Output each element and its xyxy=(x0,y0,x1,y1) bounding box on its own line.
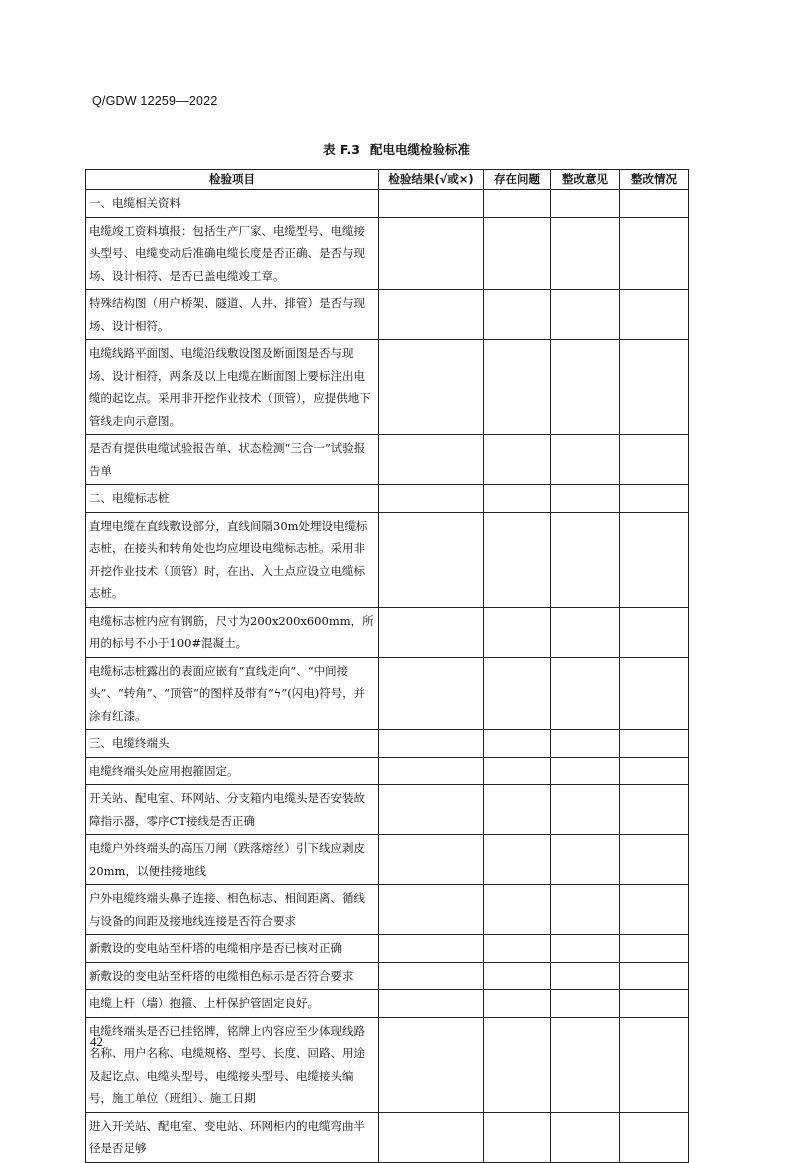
table-body xyxy=(86,190,689,1163)
rectification-status-cell[interactable] xyxy=(620,935,689,963)
inspection-item: 特殊结构图（用户桥架、隧道、人井、排管）是否与现场、设计相符。 xyxy=(86,290,379,340)
result-cell[interactable] xyxy=(379,1112,484,1162)
rectification-status-cell[interactable] xyxy=(620,435,689,485)
table-row xyxy=(86,512,689,607)
problem-cell[interactable] xyxy=(484,885,551,935)
section-row xyxy=(86,190,689,218)
rectification-status-cell[interactable] xyxy=(620,962,689,990)
rectification-status-cell[interactable] xyxy=(620,835,689,885)
document-code: Q/GDW 12259—2022 xyxy=(92,94,218,108)
result-cell[interactable] xyxy=(379,757,484,785)
table-row xyxy=(86,217,689,290)
rectification-opinion-cell[interactable] xyxy=(551,485,620,513)
result-cell[interactable] xyxy=(379,835,484,885)
rectification-status-cell[interactable] xyxy=(620,190,689,218)
table-row xyxy=(86,757,689,785)
table-row xyxy=(86,885,689,935)
result-cell[interactable] xyxy=(379,730,484,758)
result-cell[interactable] xyxy=(379,435,484,485)
problem-cell[interactable] xyxy=(484,757,551,785)
table-row xyxy=(86,607,689,657)
table-row xyxy=(86,290,689,340)
column-header-result: 检验结果(√或×) xyxy=(379,170,484,190)
column-header-rectification-opinion: 整改意见 xyxy=(551,170,620,190)
rectification-opinion-cell[interactable] xyxy=(551,1112,620,1162)
inspection-item: 新敷设的变电站至杆塔的电缆相色标示是否符合要求 xyxy=(86,962,379,990)
table-row xyxy=(86,1017,689,1112)
result-cell[interactable] xyxy=(379,785,484,835)
inspection-item: 是否有提供电缆试验报告单、状态检测“三合一”试验报告单 xyxy=(86,435,379,485)
column-header-problem: 存在问题 xyxy=(484,170,551,190)
rectification-opinion-cell[interactable] xyxy=(551,785,620,835)
table-title: 配电电缆检验标准 xyxy=(369,142,470,157)
rectification-status-cell[interactable] xyxy=(620,485,689,513)
result-cell[interactable] xyxy=(379,217,484,290)
table-row xyxy=(86,962,689,990)
section-heading: 三、电缆终端头 xyxy=(86,730,379,758)
result-cell[interactable] xyxy=(379,990,484,1018)
inspection-item: 电缆标志桩内应有钢筋，尺寸为200x200x600mm，所用的标号不小于100#混凝土。 xyxy=(86,607,379,657)
table-number: 表 F.3 xyxy=(322,142,360,157)
problem-cell[interactable] xyxy=(484,657,551,730)
section-row xyxy=(86,730,689,758)
problem-cell[interactable] xyxy=(484,290,551,340)
rectification-status-cell[interactable] xyxy=(620,730,689,758)
inspection-item: 开关站、配电室、环网站、分支箱内电缆头是否安装故障指示器，零序CT接线是否正确 xyxy=(86,785,379,835)
rectification-opinion-cell[interactable] xyxy=(551,217,620,290)
section-heading: 二、电缆标志桩 xyxy=(86,485,379,513)
rectification-status-cell[interactable] xyxy=(620,990,689,1018)
rectification-status-cell[interactable] xyxy=(620,217,689,290)
table-row xyxy=(86,657,689,730)
table-row xyxy=(86,935,689,963)
rectification-opinion-cell[interactable] xyxy=(551,512,620,607)
rectification-status-cell[interactable] xyxy=(620,1112,689,1162)
inspection-item: 电缆标志桩露出的表面应嵌有“直线走向”、“中间接头”、“转角”、“顶管”的图样及带有“ϟ”(闪电)符号，并涂有红漆。 xyxy=(86,657,379,730)
problem-cell[interactable] xyxy=(484,990,551,1018)
table-caption xyxy=(0,140,793,158)
problem-cell[interactable] xyxy=(484,835,551,885)
rectification-status-cell[interactable] xyxy=(620,512,689,607)
result-cell[interactable] xyxy=(379,190,484,218)
rectification-status-cell[interactable] xyxy=(620,657,689,730)
table-row xyxy=(86,835,689,885)
inspection-item: 新敷设的变电站至杆塔的电缆相序是否已核对正确 xyxy=(86,935,379,963)
problem-cell[interactable] xyxy=(484,340,551,435)
result-cell[interactable] xyxy=(379,290,484,340)
problem-cell[interactable] xyxy=(484,512,551,607)
rectification-opinion-cell[interactable] xyxy=(551,435,620,485)
inspection-item: 电缆线路平面图、电缆沿线敷设图及断面图是否与现场、设计相符，两条及以上电缆在断面图上要标注出电缆的起讫点。采用非开挖作业技术（顶管），应提供地下管线走向示意图。 xyxy=(86,340,379,435)
inspection-item: 户外电缆终端头鼻子连接、相色标志、相间距离、循线与设备的间距及接地线连接是否符合要求 xyxy=(86,885,379,935)
rectification-status-cell[interactable] xyxy=(620,340,689,435)
rectification-opinion-cell[interactable] xyxy=(551,607,620,657)
table-row xyxy=(86,340,689,435)
result-cell[interactable] xyxy=(379,512,484,607)
inspection-standard-table xyxy=(85,169,689,1163)
table-row xyxy=(86,785,689,835)
problem-cell[interactable] xyxy=(484,485,551,513)
problem-cell[interactable] xyxy=(484,607,551,657)
rectification-opinion-cell[interactable] xyxy=(551,1017,620,1112)
table-row xyxy=(86,1112,689,1162)
rectification-opinion-cell[interactable] xyxy=(551,990,620,1018)
problem-cell[interactable] xyxy=(484,962,551,990)
problem-cell[interactable] xyxy=(484,730,551,758)
rectification-status-cell[interactable] xyxy=(620,885,689,935)
result-cell[interactable] xyxy=(379,340,484,435)
inspection-item: 电缆竣工资料填报：包括生产厂家、电缆型号、电缆接头型号、电缆变动后准确电缆长度是否正确、是否与现场、设计相符、是否已盖电缆竣工章。 xyxy=(86,217,379,290)
problem-cell[interactable] xyxy=(484,435,551,485)
column-header-rectification-status: 整改情况 xyxy=(620,170,689,190)
problem-cell[interactable] xyxy=(484,1112,551,1162)
rectification-status-cell[interactable] xyxy=(620,290,689,340)
inspection-item: 电缆终端头是否已挂铭牌，铭牌上内容应至少体现线路名称、用户名称、电缆规格、型号、长度、回路、用途及起讫点、电缆头型号、电缆接头型号、电缆接头编号，施工单位（班组）、施工日期 xyxy=(86,1017,379,1112)
rectification-opinion-cell[interactable] xyxy=(551,290,620,340)
inspection-item: 直埋电缆在直线敷设部分，直线间隔30m处埋设电缆标志桩，在接头和转角处也均应埋设电缆标志桩。采用非开挖作业技术（顶管）时，在出、入土点应设立电缆标志桩。 xyxy=(86,512,379,607)
page-number: 42 xyxy=(90,1034,103,1049)
rectification-status-cell[interactable] xyxy=(620,1017,689,1112)
table-header-row xyxy=(86,170,689,190)
rectification-status-cell[interactable] xyxy=(620,757,689,785)
problem-cell[interactable] xyxy=(484,190,551,218)
rectification-opinion-cell[interactable] xyxy=(551,757,620,785)
problem-cell[interactable] xyxy=(484,935,551,963)
rectification-opinion-cell[interactable] xyxy=(551,190,620,218)
table-row xyxy=(86,435,689,485)
section-row xyxy=(86,485,689,513)
inspection-item: 电缆户外终端头的高压刀闸（跌落熔丝）引下线应剥皮20mm，以便挂接地线 xyxy=(86,835,379,885)
problem-cell[interactable] xyxy=(484,1017,551,1112)
result-cell[interactable] xyxy=(379,607,484,657)
rectification-opinion-cell[interactable] xyxy=(551,935,620,963)
inspection-item: 进入开关站、配电室、变电站、环网柜内的电缆弯曲半径是否足够 xyxy=(86,1112,379,1162)
result-cell[interactable] xyxy=(379,1017,484,1112)
rectification-opinion-cell[interactable] xyxy=(551,835,620,885)
rectification-opinion-cell[interactable] xyxy=(551,730,620,758)
rectification-opinion-cell[interactable] xyxy=(551,340,620,435)
result-cell[interactable] xyxy=(379,935,484,963)
rectification-status-cell[interactable] xyxy=(620,785,689,835)
rectification-opinion-cell[interactable] xyxy=(551,657,620,730)
section-heading: 一、电缆相关资料 xyxy=(86,190,379,218)
inspection-item: 电缆上杆（墙）抱箍、上杆保护管固定良好。 xyxy=(86,990,379,1018)
result-cell[interactable] xyxy=(379,885,484,935)
result-cell[interactable] xyxy=(379,485,484,513)
result-cell[interactable] xyxy=(379,962,484,990)
inspection-item: 电缆终端头处应用抱箍固定。 xyxy=(86,757,379,785)
table-row xyxy=(86,990,689,1018)
column-header-item: 检验项目 xyxy=(86,170,379,190)
problem-cell[interactable] xyxy=(484,217,551,290)
problem-cell[interactable] xyxy=(484,785,551,835)
rectification-opinion-cell[interactable] xyxy=(551,962,620,990)
result-cell[interactable] xyxy=(379,657,484,730)
rectification-opinion-cell[interactable] xyxy=(551,885,620,935)
rectification-status-cell[interactable] xyxy=(620,607,689,657)
